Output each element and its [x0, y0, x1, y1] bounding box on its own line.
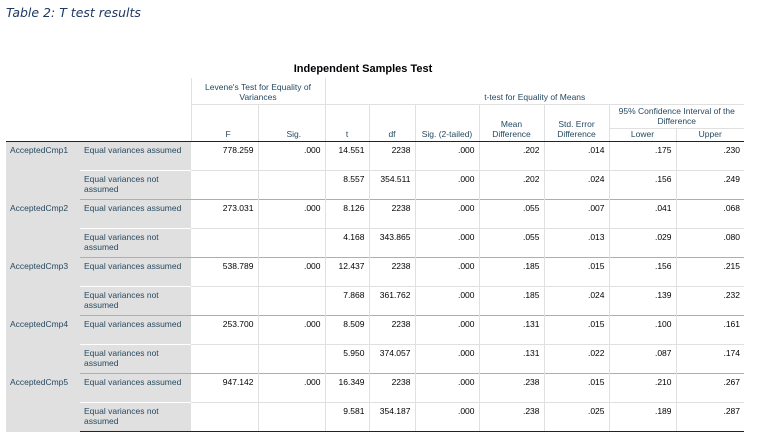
cell-upper: .161: [676, 316, 744, 345]
cell-f: 778.259: [191, 142, 258, 171]
cell-lower: .175: [609, 142, 676, 171]
cell-upper: .287: [676, 403, 744, 432]
col-sig2: Sig. (2-tailed): [415, 105, 479, 142]
cell-t: 7.868: [325, 287, 369, 316]
cell-lower: .139: [609, 287, 676, 316]
cell-sig: .000: [258, 200, 325, 229]
cell-f: [191, 229, 258, 258]
cell-sig2: .000: [415, 171, 479, 200]
cell-lower: .156: [609, 171, 676, 200]
unequal-variances-label: Equal variances not assumed: [80, 171, 191, 200]
cell-f: 538.789: [191, 258, 258, 287]
cell-f: 947.142: [191, 374, 258, 403]
table-caption: Table 2: T test results: [6, 5, 141, 20]
cell-lower: .041: [609, 200, 676, 229]
variable-label: AcceptedCmp5: [6, 374, 80, 432]
table-title: Independent Samples Test: [293, 63, 433, 75]
cell-f: [191, 171, 258, 200]
cell-mean-diff: .202: [479, 142, 544, 171]
cell-upper: .249: [676, 171, 744, 200]
cell-sig: [258, 229, 325, 258]
cell-upper: .080: [676, 229, 744, 258]
equal-variances-label: Equal variances assumed: [80, 200, 191, 229]
cell-upper: .267: [676, 374, 744, 403]
cell-sig: [258, 287, 325, 316]
cell-f: [191, 403, 258, 432]
unequal-variances-label: Equal variances not assumed: [80, 345, 191, 374]
table-row: [6, 403, 744, 432]
cell-df: 354.187: [369, 403, 415, 432]
cell-sig: .000: [258, 142, 325, 171]
cell-mean-diff: .055: [479, 229, 544, 258]
cell-t: 8.509: [325, 316, 369, 345]
variable-label: AcceptedCmp2: [6, 200, 80, 258]
cell-t: 9.581: [325, 403, 369, 432]
cell-lower: .189: [609, 403, 676, 432]
cell-sig2: .000: [415, 345, 479, 374]
cell-sig: .000: [258, 374, 325, 403]
cell-se-diff: .014: [544, 142, 609, 171]
cell-df: 2238: [369, 258, 415, 287]
col-df: df: [369, 105, 415, 142]
variable-label: AcceptedCmp1: [6, 142, 80, 200]
cell-t: 8.126: [325, 200, 369, 229]
cell-se-diff: .015: [544, 316, 609, 345]
cell-se-diff: .015: [544, 258, 609, 287]
table-row: [6, 171, 744, 200]
header-spacer: [6, 78, 191, 105]
equal-variances-label: Equal variances assumed: [80, 258, 191, 287]
cell-t: 16.349: [325, 374, 369, 403]
cell-df: 361.762: [369, 287, 415, 316]
cell-upper: .174: [676, 345, 744, 374]
cell-mean-diff: .238: [479, 403, 544, 432]
cell-lower: .100: [609, 316, 676, 345]
variable-label: AcceptedCmp3: [6, 258, 80, 316]
cell-t: 8.557: [325, 171, 369, 200]
ci-group-header: 95% Confidence Interval of the Difference: [609, 105, 744, 129]
cell-mean-diff: .131: [479, 345, 544, 374]
cell-upper: .230: [676, 142, 744, 171]
cell-sig2: .000: [415, 229, 479, 258]
col-f: F: [191, 105, 258, 142]
table-row: [6, 316, 744, 345]
col-t: t: [325, 105, 369, 142]
cell-sig: .000: [258, 258, 325, 287]
cell-f: [191, 345, 258, 374]
cell-df: 354.511: [369, 171, 415, 200]
cell-se-diff: .024: [544, 287, 609, 316]
unequal-variances-label: Equal variances not assumed: [80, 229, 191, 258]
cell-df: 374.057: [369, 345, 415, 374]
cell-f: [191, 287, 258, 316]
cell-se-diff: .007: [544, 200, 609, 229]
table-row: [6, 258, 744, 287]
cell-lower: .210: [609, 374, 676, 403]
cell-mean-diff: .185: [479, 287, 544, 316]
cell-df: 343.865: [369, 229, 415, 258]
unequal-variances-label: Equal variances not assumed: [80, 287, 191, 316]
cell-t: 5.950: [325, 345, 369, 374]
variable-label: AcceptedCmp4: [6, 316, 80, 374]
cell-sig2: .000: [415, 200, 479, 229]
cell-df: 2238: [369, 374, 415, 403]
equal-variances-label: Equal variances assumed: [80, 316, 191, 345]
cell-sig2: .000: [415, 142, 479, 171]
cell-t: 4.168: [325, 229, 369, 258]
col-upper: Upper: [676, 129, 744, 142]
col-se-diff: Std. Error Difference: [544, 105, 609, 142]
table-row: [6, 142, 744, 171]
cell-se-diff: .024: [544, 171, 609, 200]
equal-variances-label: Equal variances assumed: [80, 142, 191, 171]
cell-df: 2238: [369, 316, 415, 345]
cell-se-diff: .013: [544, 229, 609, 258]
levene-group-header: Levene's Test for Equality of Variances: [191, 78, 325, 105]
cell-f: 253.700: [191, 316, 258, 345]
cell-df: 2238: [369, 200, 415, 229]
cell-t: 14.551: [325, 142, 369, 171]
cell-sig2: .000: [415, 374, 479, 403]
ttest-group-header: t-test for Equality of Means: [325, 78, 744, 105]
equal-variances-label: Equal variances assumed: [80, 374, 191, 403]
table-row: [6, 200, 744, 229]
cell-sig2: .000: [415, 316, 479, 345]
cell-mean-diff: .202: [479, 171, 544, 200]
cell-sig2: .000: [415, 287, 479, 316]
cell-se-diff: .015: [544, 374, 609, 403]
cell-mean-diff: .185: [479, 258, 544, 287]
table-row: [6, 374, 744, 403]
cell-sig: [258, 345, 325, 374]
cell-upper: .215: [676, 258, 744, 287]
cell-f: 273.031: [191, 200, 258, 229]
cell-se-diff: .022: [544, 345, 609, 374]
cell-sig: [258, 171, 325, 200]
independent-samples-table: [6, 78, 744, 432]
cell-upper: .232: [676, 287, 744, 316]
cell-upper: .068: [676, 200, 744, 229]
table-row: [6, 229, 744, 258]
table-row: [6, 287, 744, 316]
cell-lower: .156: [609, 258, 676, 287]
cell-se-diff: .025: [544, 403, 609, 432]
unequal-variances-label: Equal variances not assumed: [80, 403, 191, 432]
cell-mean-diff: .238: [479, 374, 544, 403]
cell-sig: .000: [258, 316, 325, 345]
cell-mean-diff: .055: [479, 200, 544, 229]
cell-sig2: .000: [415, 258, 479, 287]
cell-sig: [258, 403, 325, 432]
cell-lower: .087: [609, 345, 676, 374]
cell-lower: .029: [609, 229, 676, 258]
cell-mean-diff: .131: [479, 316, 544, 345]
cell-sig2: .000: [415, 403, 479, 432]
col-sig: Sig.: [258, 105, 325, 142]
cell-t: 12.437: [325, 258, 369, 287]
table-row: [6, 345, 744, 374]
col-mean-diff: Mean Difference: [479, 105, 544, 142]
col-lower: Lower: [609, 129, 676, 142]
cell-df: 2238: [369, 142, 415, 171]
